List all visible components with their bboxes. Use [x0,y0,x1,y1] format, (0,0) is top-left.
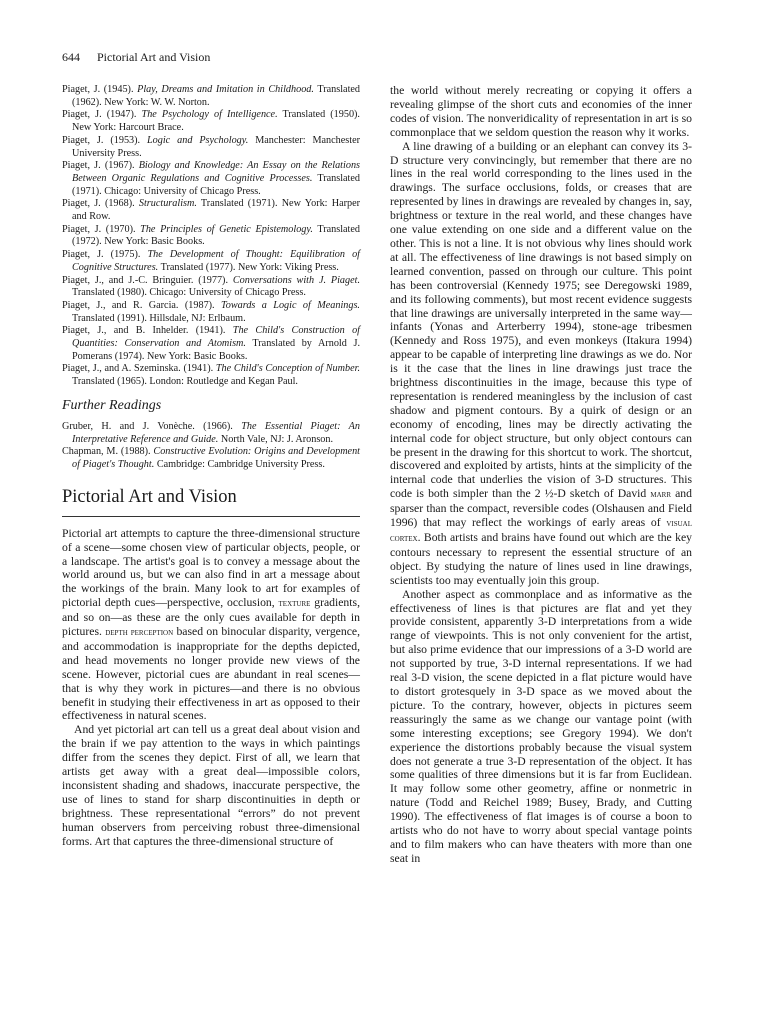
reference-entry: Piaget, J., and R. Garcia. (1987). Towards a Logic of Meanings. Translated (1991). Hillsdale, NJ: Erlbaum. [62,299,360,324]
running-title: Pictorial Art and Vision [97,50,211,64]
reference-entry: Piaget, J., and A. Szeminska. (1941). The Child's Conception of Number. Translated (1965). London: Routledge and Kegan Paul. [62,363,361,388]
body-paragraph: A line drawing of a building or an elephant can convey its 3-D structure very convincingly, but remember that there are no lines in the real world corresponding to the lines used in the drawings. The surface occlusions, folds, or creases that are represented by lines in drawings are revealed by changes in, say, brightness or texture in the real world, and these changes have one value extending on one side and a different value on the other. This is not a line. It is not obvious why lines should work at all. The effectiveness of line drawings is not based simply on learned convention, passed on through our culture. This point has been controversial (Kennedy 1975; see Deregowski 1989, and its following comments), but most recent evidence suggests that line drawings are universally interpreted in the same way—infants (Yonas and Arterberry 1994), stone-age tribesmen (Kennedy and Ross 1975), and even monkeys (Itakura 1994) appear to be capable of interpreting line drawings as we do. Nor is it the case that the lines in line drawings just trace the brightness discontinuities in the image, because this type of representation is rendered meaningless by the inclusion of cast shadow and pigment contours. By a quirk of design or an economy of encoding, lines may be directly activating the internal code for object structure, but only object contours can be present in the drawing for this shortcut to work. The shortcut, discovered and exploited by artists, hints at the simplicity of the internal code that underlies the vision of 3-D structures. This code is both simpler than the 2 ½-D sketch of David marr and sparser than the compact, reversible codes (Olshausen and Field 1996) that may reflect the workings of early areas of visual cortex. Both artists and brains have found out which are the key contours necessary to represent the essential structure of an object. By studying the nature of lines used in line drawings, scientists too may eventually join this group. [390,139,692,587]
further-reading-entry: Chapman, M. (1988). Constructive Evolution: Origins and Development of Piaget's Thought. Cambridge: Cambridge University Press. [62,446,360,470]
body-paragraph: Pictorial art attempts to capture the three-dimensional structure of a scene—some chosen view of particular objects, people, or a landscape. The artist's goal is to convey a message about the world around us, but we can also find in art a message about the workings of the brain. Many look to art for examples of pictorial depth cues—perspective, occlusion, texture gradients, and so on—as these are the only cues available for depth in pictures. depth perception based on binocular disparity, vergence, and accommodation is inappropriate for the depths depicted, and head movements no longer provide new views of the scene. However, pictorial cues are abundant in real scenes—that is why they work in pictures—and there is no obvious benefit in studying their effectiveness in art as opposed to their effectiveness in natural scenes. [62,526,361,723]
further-readings-heading: Further Readings [62,397,162,413]
page-number: 644 [62,50,80,64]
reference-entry: Piaget, J., and J.-C. Bringuier. (1977). Conversations with J. Piaget. Translated (1980). Chicago: University of Chicago Press. [62,274,360,299]
reference-entry: Piaget, J., and B. Inhelder. (1941). The Child's Construction of Quantities: Conservation and Atomism. Translated by Arnold J. Pomerans (1974). New York: Basic Books. [62,325,360,362]
title-rule [62,516,360,517]
left-column [62,84,360,849]
reference-entry: Piaget, J. (1953). Logic and Psychology. Manchester: Manchester University Press. [62,134,360,159]
body-paragraph: Another aspect as commonplace and as informative as the effectiveness of lines is that pictures are flat and yet they provide consistent, apparently 3-D interpretations from a wide range of viewpoints. This is not only convenient for the artist, but also prime evidence that our impressions of a 3-D world are not supported by true, 3-D internal representations. If we had real 3-D vision, the scene depicted in a flat picture would have to distort grotesquely in 3-D space as we moved about the picture. To the contrary, however, objects in pictures seem reassuringly the same as we change our vantage point (with some interesting exceptions; see Gregory 1994). We don't experience the distortions probably because the visual system does not generate a true 3-D representation of the object. It has some qualities of three dimensions but it is far from Euclidean. It may follow some other geometry, affine or nonmetric in nature (Todd and Reichel 1989; Busey, Brady, and Cutting 1990). The effectiveness of flat images is of course a boon to artists who do not have to worry about special vantage points and to film makers who can have theaters with more than one seat in [390,587,692,865]
body-paragraph: the world without merely recreating or copying it offers a revealing glimpse of the short cuts and economies of the inner codes of vision. The nonveridicality of representation in art is so commonplace that we seldom question the reason why it works. [390,84,692,139]
reference-entry: Piaget, J. (1968). Structuralism. Translated (1971). New York: Harper and Row. [62,198,361,223]
further-readings-list [62,421,360,472]
right-column [390,84,692,866]
running-head [62,50,210,65]
reference-entry: Piaget, J. (1967). Biology and Knowledge: An Essay on the Relations Between Organic Regulations and Cognitive Processes. Translated (1971). Chicago: University of Chicago Press. [62,160,361,197]
body-paragraph: And yet pictorial art can tell us a great deal about vision and the brain if we pay attention to the ways in which paintings differ from the scenes they depict. First of all, we learn that artists get away with a great deal—impossible colors, inconsistent shading and shadows, inaccurate perspective, the use of lines to stand for sharp discontinuities in depth or brightness. These representational “errors” do not prevent human observers from perceiving robust three-dimensional forms. Art that captures the three-dimensional structure of [62,723,360,848]
article-title: Pictorial Art and Vision [62,486,237,507]
reference-list [62,84,360,389]
further-reading-entry: Gruber, H. and J. Vonèche. (1966). The Essential Piaget: An Interpretative Reference and Guide. North Vale, NJ: J. Aronson. [62,420,360,445]
reference-entry: Piaget, J. (1970). The Principles of Genetic Epistemology. Translated (1972). New York: Basic Books. [62,223,360,248]
reference-entry: Piaget, J. (1975). The Development of Thought: Equilibration of Cognitive Structures. Translated (1977). New York: Viking Press. [62,249,360,273]
reference-entry: Piaget, J. (1945). Play, Dreams and Imitation in Childhood. Translated (1962). New York: W. W. Norton. [62,84,361,108]
reference-entry: Piaget, J. (1947). The Psychology of Intelligence. Translated (1950). New York: Harcourt Brace. [62,109,360,134]
